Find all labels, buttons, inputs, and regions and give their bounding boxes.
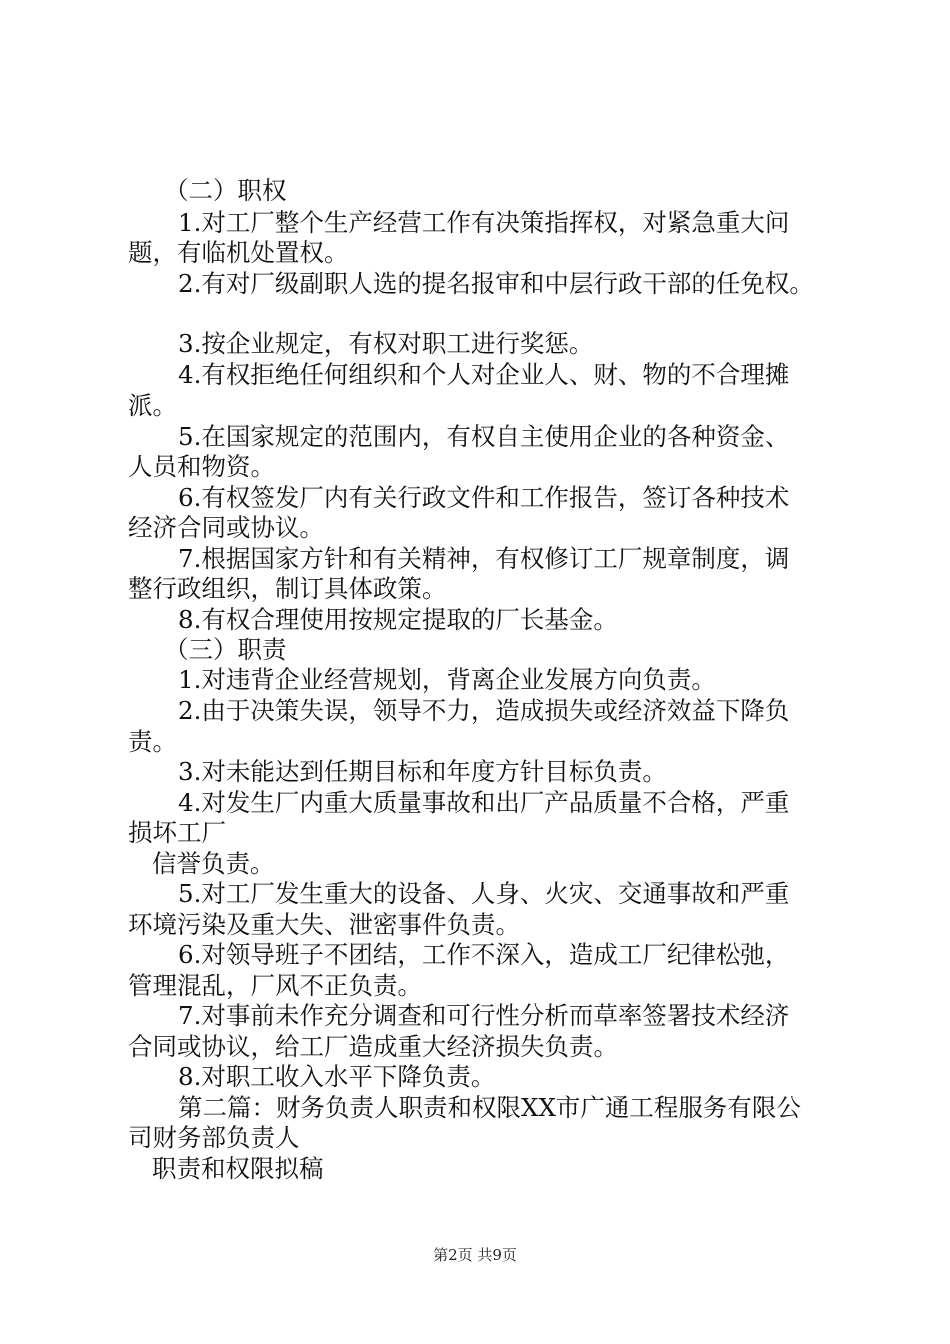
paragraph-line: 3.按企业规定，有权对职工进行奖惩。: [178, 329, 594, 358]
paragraph-line: 6.对领导班子不团结，工作不深入，造成工厂纪律松弛，: [178, 940, 790, 969]
paragraph-line: 环境污染及重大失、泄密事件负责。: [128, 910, 520, 939]
paragraph-line: 1.对违背企业经营规划，背离企业发展方向负责。: [178, 665, 716, 694]
section-heading-duties: （三）职责: [164, 635, 287, 664]
paragraph-line: 题，有临机处置权。: [128, 238, 349, 267]
paragraph-line: 人员和物资。: [128, 452, 275, 481]
paragraph-line: 8.对职工收入水平下降负责。: [178, 1062, 496, 1091]
paragraph-line: 4.对发生厂内重大质量事故和出厂产品质量不合格，严重: [178, 788, 790, 817]
paragraph-line: 5.对工厂发生重大的设备、人身、火灾、交通事故和严重: [178, 879, 790, 908]
chapter-heading-line: 司财务部负责人: [128, 1123, 300, 1152]
page-number-footer: 第2页 共9页: [433, 1246, 517, 1264]
paragraph-line: 3.对未能达到任期目标和年度方针目标负责。: [178, 757, 667, 786]
paragraph-line: 8.有权合理使用按规定提取的厂长基金。: [178, 605, 618, 634]
paragraph-line: 经济合同或协议。: [128, 513, 324, 542]
paragraph-line: 损坏工厂: [128, 818, 226, 847]
paragraph-line: 整行政组织，制订具体政策。: [128, 574, 447, 603]
paragraph-line: 管理混乱，厂风不正负责。: [128, 971, 422, 1000]
paragraph-line: 合同或协议，给工厂造成重大经济损失负责。: [128, 1032, 618, 1061]
paragraph-line: 1.对工厂整个生产经营工作有决策指挥权，对紧急重大问: [178, 208, 790, 237]
paragraph-line: 派。: [128, 391, 177, 420]
paragraph-line: 4.有权拒绝任何组织和个人对企业人、财、物的不合理摊: [178, 360, 790, 389]
paragraph-line: 责。: [128, 727, 177, 756]
chapter-heading-line: 职责和权限拟稿: [152, 1154, 324, 1183]
paragraph-line: 7.对事前未作充分调查和可行性分析而草率签署技术经济: [178, 1001, 790, 1030]
section-heading-authority: （二）职权: [164, 176, 287, 205]
paragraph-line: 5.在国家规定的范围内，有权自主使用企业的各种资金、: [178, 422, 790, 451]
paragraph-line: 7.根据国家方针和有关精神，有权修订工厂规章制度，调: [178, 544, 790, 573]
paragraph-line: 2.由于决策失误，领导不力，造成损失或经济效益下降负: [178, 696, 790, 725]
paragraph-line: 信誉负责。: [152, 849, 275, 878]
paragraph-line: 6.有权签发厂内有关行政文件和工作报告，签订各种技术: [178, 483, 790, 512]
paragraph-line: 2.有对厂级副职人选的提名报审和中层行政干部的任免权。: [178, 269, 814, 298]
chapter-heading-line: 第二篇：财务负责人职责和权限XX市广通工程服务有限公: [178, 1093, 801, 1122]
